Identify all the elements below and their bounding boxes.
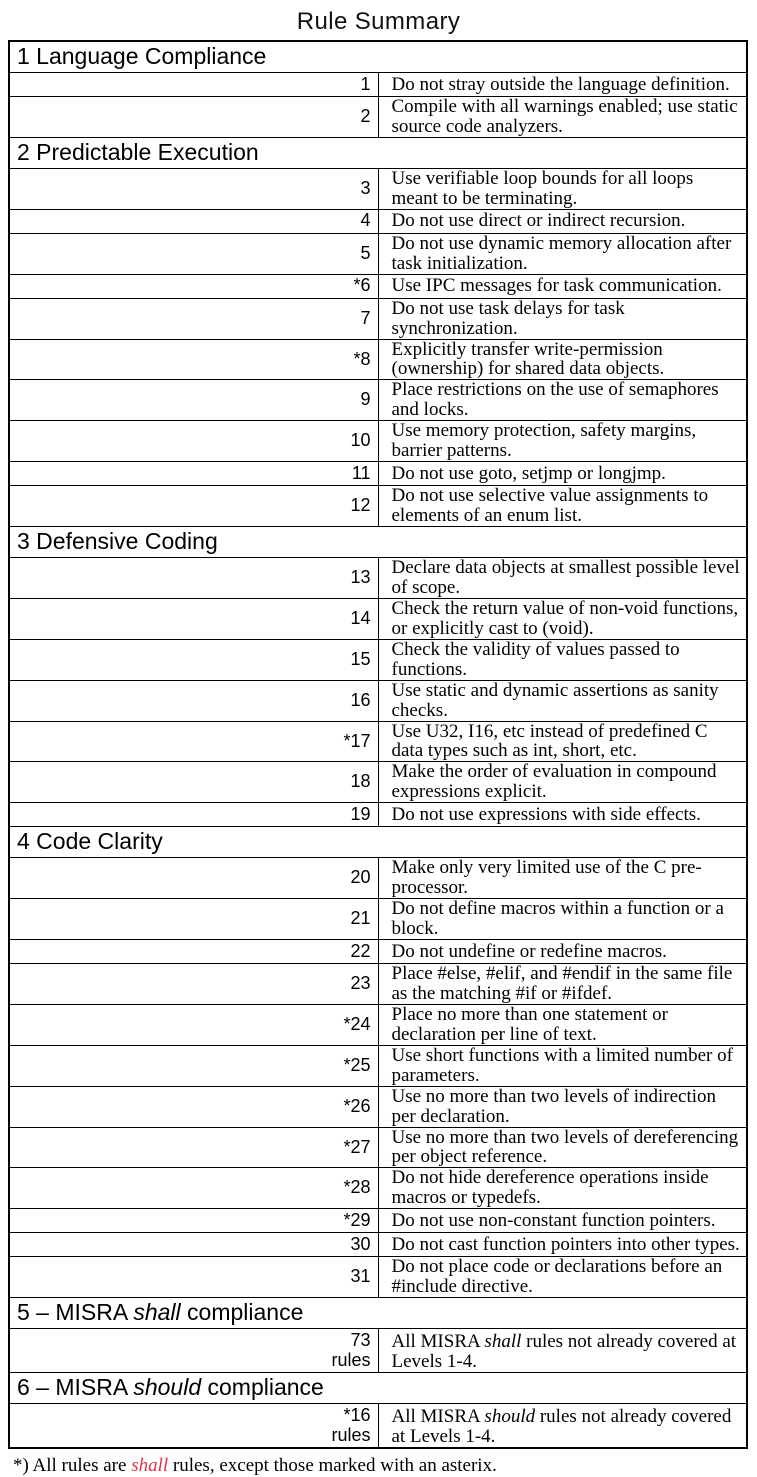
- rule-number: 12: [350, 495, 371, 516]
- rule-number: 31: [350, 1266, 371, 1287]
- rule-text-cell: [378, 168, 747, 209]
- rule-text: Explicitly transfer write-permission (ownership) for shared data objects.: [391, 338, 665, 380]
- rule-number: 1: [360, 73, 371, 94]
- rule-text: Do not use expressions with side effects.: [391, 803, 701, 825]
- rule-row: [9, 209, 747, 233]
- rule-number-cell: [9, 1004, 378, 1045]
- rule-number-cell: [9, 274, 378, 298]
- rule-number: *6: [353, 275, 371, 296]
- rule-text: Compile with all warnings enabled; use static source code analyzers.: [391, 96, 738, 137]
- rule-number: 7: [360, 307, 371, 328]
- rule-number-cell: [9, 298, 378, 339]
- rule-text: Do not use goto, setjmp or longjmp.: [391, 462, 666, 484]
- rule-summary-table: [8, 40, 748, 1449]
- footnote: [13, 1456, 757, 1477]
- rule-number-cell: [9, 1086, 378, 1127]
- rule-number: 9: [360, 389, 371, 410]
- rule-number-cell: [9, 168, 378, 209]
- rule-number-cell: [9, 940, 378, 964]
- rule-number-cell: [9, 380, 378, 421]
- rule-number: 15: [350, 648, 371, 669]
- section-header-text: should: [133, 1373, 202, 1400]
- rule-number: 3: [360, 177, 371, 198]
- rule-number-cell: [9, 421, 378, 462]
- rule-number-cell: [9, 1209, 378, 1233]
- rule-text: Check the validity of values passed to functions.: [391, 638, 680, 680]
- rule-text: All MISRA: [391, 1331, 485, 1353]
- rule-row: [9, 1329, 747, 1373]
- rule-text: Use U32, I16, etc instead of predefined C data types such as int, short, etc.: [391, 720, 708, 762]
- rule-text: Use static and dynamic assertions as sanity checks.: [391, 679, 719, 721]
- rule-row: [9, 168, 747, 209]
- rule-number: 18: [350, 771, 371, 792]
- rule-text: Use no more than two levels of dereferencing per object reference.: [391, 1126, 739, 1168]
- rule-text: Place no more than one statement or declaration per line of text.: [391, 1003, 668, 1045]
- section-header-row: [9, 1298, 747, 1329]
- rule-text: All MISRA: [391, 1406, 485, 1427]
- rule-text: Do not use selective value assignments to elements of an enum list.: [391, 485, 709, 527]
- rule-number-cell: [9, 339, 378, 380]
- rule-row: [9, 858, 747, 899]
- section-header-row: [9, 527, 747, 558]
- rule-text-cell: [378, 803, 747, 827]
- section-header: [9, 527, 747, 558]
- rule-row: [9, 421, 747, 462]
- rule-text: Use IPC messages for task communication.: [391, 275, 722, 297]
- rule-row: [9, 1257, 747, 1298]
- rule-row: [9, 899, 747, 940]
- rule-text: Make only very limited use of the C pre-processor.: [391, 857, 702, 899]
- rule-number: 30: [350, 1233, 371, 1254]
- rule-text: Use memory protection, safety margins, barrier patterns.: [391, 420, 697, 462]
- rule-number-cell: [9, 1127, 378, 1168]
- section-header-text: 6 – MISRA: [17, 1373, 134, 1400]
- rule-row: [9, 940, 747, 964]
- rule-row: [9, 97, 747, 138]
- rule-text: Use no more than two levels of indirection per declaration.: [391, 1085, 717, 1127]
- rule-row: [9, 598, 747, 639]
- rule-row: [9, 762, 747, 803]
- rule-text-cell: [378, 233, 747, 274]
- section-header-text: compliance: [180, 1299, 304, 1326]
- rule-text-cell: [378, 762, 747, 803]
- rule-text-cell: [378, 1127, 747, 1168]
- rule-text-cell: [378, 964, 747, 1005]
- rule-text: Do not use task delays for task synchronization.: [391, 297, 625, 339]
- rule-row: [9, 1004, 747, 1045]
- rule-text-cell: [378, 1168, 747, 1209]
- rule-row: [9, 558, 747, 599]
- rule-text-cell: [378, 339, 747, 380]
- rule-row: [9, 73, 747, 97]
- rule-number-cell: [9, 486, 378, 527]
- rule-text-cell: [378, 639, 747, 680]
- rule-number: *8: [353, 348, 371, 369]
- section-header-row: [9, 41, 747, 73]
- rule-number-cell: [9, 639, 378, 680]
- rule-text-cell: [378, 558, 747, 599]
- rule-number: 13: [350, 567, 371, 588]
- rule-text-cell: [378, 274, 747, 298]
- rule-row: [9, 1233, 747, 1257]
- rule-number-cell: [9, 762, 378, 803]
- section-header: [9, 1373, 747, 1404]
- rule-text: Do not hide dereference operations inside macros or typedefs.: [391, 1167, 709, 1209]
- rule-text: Do not place code or declarations before an #include directive.: [391, 1256, 723, 1298]
- rule-number-cell: [9, 233, 378, 274]
- rule-number: 19: [350, 803, 371, 824]
- section-header-text: compliance: [201, 1373, 324, 1400]
- rule-row: [9, 680, 747, 721]
- rule-text-cell: [378, 462, 747, 486]
- rule-row: [9, 803, 747, 827]
- rule-number: *25: [343, 1054, 371, 1075]
- rule-text: Do not use direct or indirect recursion.: [391, 210, 686, 232]
- section-header: [9, 827, 747, 858]
- rule-number-cell: [9, 680, 378, 721]
- rule-text: Declare data objects at smallest possible level of scope.: [391, 557, 740, 598]
- rule-row: [9, 1127, 747, 1168]
- rule-number-cell: [9, 1168, 378, 1209]
- rule-text-cell: [378, 721, 747, 762]
- rule-number: 11: [351, 462, 371, 483]
- rule-number-cell: [9, 462, 378, 486]
- rule-number-cell: [9, 598, 378, 639]
- section-header-text: 2 Predictable Execution: [17, 138, 259, 165]
- rule-number: 5: [360, 242, 371, 263]
- rule-number: *17: [343, 730, 371, 751]
- rule-text: Do not use non-constant function pointers.: [391, 1209, 716, 1231]
- rule-number-unit: rules: [331, 1349, 371, 1370]
- rule-text-cell: [378, 858, 747, 899]
- rule-text: Do not cast function pointers into other types.: [391, 1233, 740, 1255]
- rule-number: 16: [350, 689, 371, 710]
- section-header-row: [9, 827, 747, 858]
- rule-text-cell: [378, 1329, 747, 1373]
- rule-text: Do not use dynamic memory allocation after task initialization.: [391, 232, 732, 274]
- rule-text-cell: [378, 73, 747, 97]
- rule-text-cell: [378, 421, 747, 462]
- rule-text-cell: [378, 97, 747, 138]
- rule-row: [9, 233, 747, 274]
- rule-row: [9, 462, 747, 486]
- rule-text-cell: [378, 680, 747, 721]
- rule-number: 2: [360, 106, 371, 127]
- rule-row: [9, 1086, 747, 1127]
- rule-number: 23: [350, 973, 371, 994]
- rule-row: [9, 298, 747, 339]
- footnote-text: *) All rules are: [13, 1454, 132, 1476]
- rule-number-cell: [9, 858, 378, 899]
- rule-number-cell: [9, 73, 378, 97]
- rule-number: 73: [350, 1330, 371, 1351]
- rule-number-cell: [9, 964, 378, 1005]
- rule-number-cell: [9, 1329, 378, 1373]
- rule-text: rules not already covered at Levels 1-4.: [391, 1406, 732, 1447]
- rule-row: [9, 486, 747, 527]
- rule-number: *26: [343, 1095, 371, 1116]
- section-header-row: [9, 1373, 747, 1404]
- rule-number: *16: [343, 1405, 371, 1425]
- rule-text-cell: [378, 380, 747, 421]
- section-header: [9, 137, 747, 168]
- rule-text: should: [484, 1406, 536, 1427]
- rule-text-cell: [378, 298, 747, 339]
- rule-text: Use verifiable loop bounds for all loops meant to be terminating.: [391, 167, 694, 209]
- section-header-text: 3 Defensive Coding: [17, 527, 218, 554]
- rule-row: [9, 339, 747, 380]
- rule-text-cell: [378, 209, 747, 233]
- rule-row: [9, 639, 747, 680]
- rule-row: [9, 1209, 747, 1233]
- rule-text: Do not stray outside the language definition.: [391, 73, 730, 95]
- rule-number: 10: [350, 430, 371, 451]
- section-header-text: 1 Language Compliance: [17, 42, 267, 69]
- rule-number: *28: [343, 1177, 371, 1198]
- rule-number-cell: [9, 721, 378, 762]
- rule-text-cell: [378, 940, 747, 964]
- rule-text-cell: [378, 1257, 747, 1298]
- rule-text-cell: [378, 486, 747, 527]
- rule-row: [9, 964, 747, 1005]
- section-header: [9, 1298, 747, 1329]
- rule-number: 4: [360, 210, 371, 231]
- rule-text: rules not already covered at Levels 1-4.: [391, 1331, 737, 1373]
- rule-text: Make the order of evaluation in compound expressions explicit.: [391, 761, 717, 803]
- section-header-text: 5 – MISRA: [17, 1299, 134, 1326]
- rule-text: Check the return value of non-void functions, or explicitly cast to (void).: [391, 597, 739, 639]
- rule-text: Use short functions with a limited number of parameters.: [391, 1044, 733, 1086]
- section-header-text: shall: [133, 1299, 181, 1326]
- rule-text-cell: [378, 1004, 747, 1045]
- rule-row: [9, 721, 747, 762]
- rule-text-cell: [378, 1404, 747, 1448]
- rule-text-cell: [378, 1209, 747, 1233]
- section-header: [9, 41, 747, 73]
- section-header-row: [9, 137, 747, 168]
- rule-number-cell: [9, 1257, 378, 1298]
- rule-number-cell: [9, 899, 378, 940]
- rule-number-unit: rules: [331, 1424, 371, 1445]
- footnote-highlight: shall: [131, 1454, 169, 1476]
- rule-number: *24: [343, 1013, 371, 1034]
- rule-text-cell: [378, 899, 747, 940]
- page-title: Rule Summary: [296, 8, 461, 35]
- rule-row: [9, 1168, 747, 1209]
- rule-text: Do not undefine or redefine macros.: [391, 940, 667, 962]
- rule-number: 21: [350, 908, 371, 929]
- rule-number: 14: [350, 607, 371, 628]
- rule-number: 20: [350, 867, 371, 888]
- rule-number: 22: [350, 940, 371, 961]
- rule-row: [9, 1404, 747, 1448]
- rule-number-cell: [9, 558, 378, 599]
- rule-number-cell: [9, 97, 378, 138]
- rule-text-cell: [378, 1086, 747, 1127]
- rule-row: [9, 274, 747, 298]
- rule-number: *27: [343, 1136, 371, 1157]
- rule-text: Do not define macros within a function or a block.: [391, 898, 724, 940]
- rule-number-cell: [9, 1404, 378, 1448]
- rule-number-cell: [9, 1233, 378, 1257]
- rule-text: Place #else, #elif, and #endif in the same file as the matching #if or #ifdef.: [391, 963, 733, 1004]
- rule-text: shall: [484, 1331, 522, 1353]
- rule-text-cell: [378, 598, 747, 639]
- rule-number: *29: [343, 1209, 371, 1230]
- footnote-text: rules, except those marked with an asterix.: [168, 1454, 497, 1476]
- rule-row: [9, 380, 747, 421]
- rule-number-cell: [9, 209, 378, 233]
- rule-number-cell: [9, 803, 378, 827]
- rule-text: Place restrictions on the use of semaphores and locks.: [391, 379, 719, 421]
- section-header-text: 4 Code Clarity: [17, 828, 163, 855]
- rule-text-cell: [378, 1233, 747, 1257]
